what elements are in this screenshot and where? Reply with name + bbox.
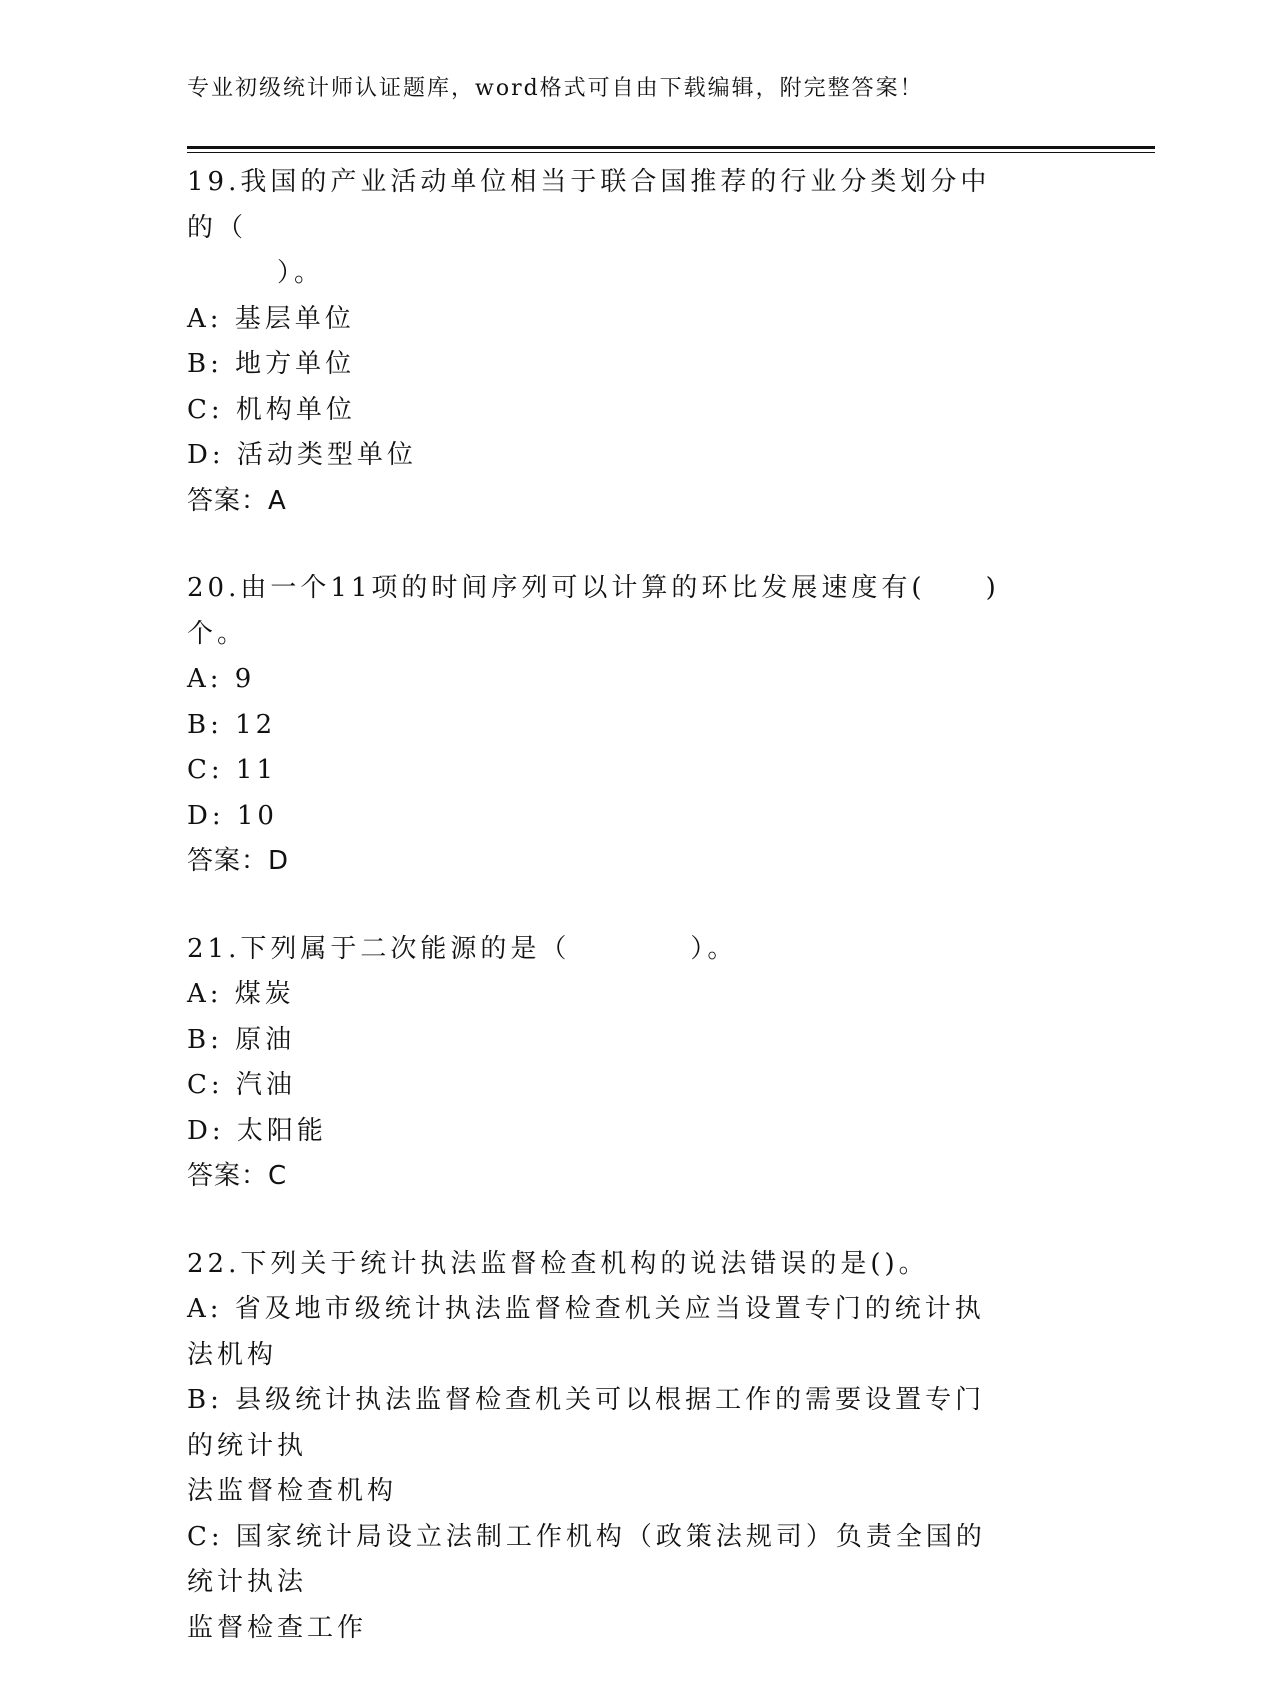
header-rule-thin xyxy=(187,152,1155,153)
question-22 xyxy=(187,1242,1087,1652)
option-c: C: 国家统计局设立法制工作机构（政策法规司）负责全国的统计执法 监督检查工作 xyxy=(187,1521,986,1643)
option-a: A: 基层单位 xyxy=(187,303,355,334)
answer: 答案：C xyxy=(187,1161,288,1191)
option-a: A: 9 xyxy=(187,664,256,694)
option-a: A: 煤炭 xyxy=(187,979,295,1009)
answer: 答案：A xyxy=(187,485,287,516)
question-list xyxy=(187,160,1087,1693)
question-text: 21.下列属于二次能源的是（ ）。 xyxy=(187,933,738,964)
question-text: 20.由一个11项的时间序列可以计算的环比发展速度有( )个。 xyxy=(187,573,1000,649)
question-20 xyxy=(187,566,1087,885)
option-b: B: 县级统计执法监督检查机关可以根据工作的需要设置专门的统计执 法监督检查机构 xyxy=(187,1385,986,1506)
answer: 答案：D xyxy=(187,846,290,876)
option-b: B: 地方单位 xyxy=(187,349,356,379)
option-b: B: 原油 xyxy=(187,1024,296,1055)
option-c: C: 机构单位 xyxy=(187,394,356,425)
question-text: 19.我国的产业活动单位相当于联合国推荐的行业分类划分中的（ ）。 xyxy=(187,167,991,288)
option-d: D: 活动类型单位 xyxy=(187,440,417,470)
option-c: C: 11 xyxy=(187,755,278,785)
option-a: A: 省及地市级统计执法监督检查机关应当设置专门的统计执法机构 xyxy=(187,1294,985,1370)
option-d: D: 太阳能 xyxy=(187,1115,327,1146)
option-d: D: 10 xyxy=(187,800,278,831)
question-19 xyxy=(187,160,1087,524)
header-rule-thick xyxy=(187,146,1155,149)
question-21 xyxy=(187,927,1087,1200)
question-text: 22.下列关于统计执法监督检查机构的说法错误的是()。 xyxy=(187,1248,929,1279)
option-b: B: 12 xyxy=(187,709,277,740)
page-header: 专业初级统计师认证题库，word格式可自由下载编辑，附完整答案！ xyxy=(187,76,924,101)
option-c: C: 汽油 xyxy=(187,1070,296,1100)
